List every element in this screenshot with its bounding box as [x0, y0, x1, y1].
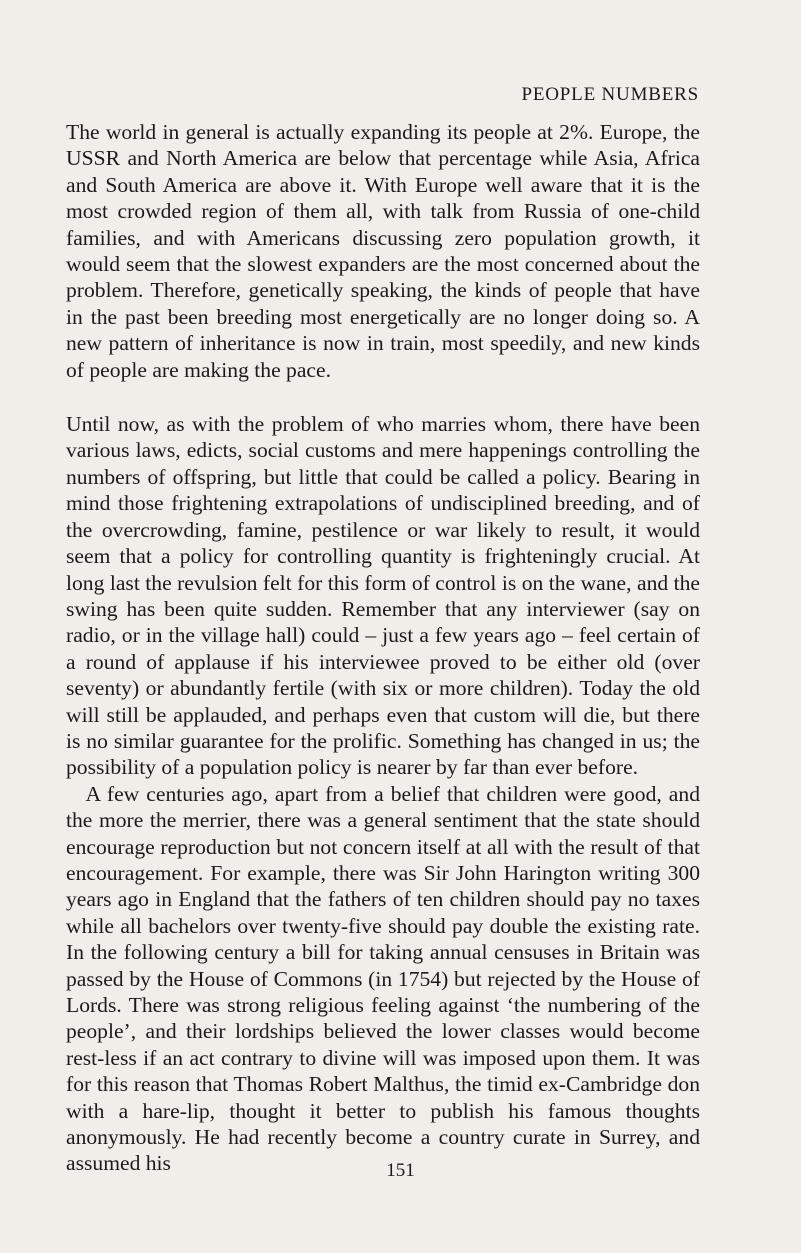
body-text [66, 119, 700, 1177]
paragraph-2: Until now, as with the problem of who marries whom, there have been various laws, edicts, social customs and mere happenings controlling the numbers of offspring, but little that could be called a policy. Bearing in mind those frightening extrapolations of undisciplined breeding, and of the overcrowding, famine, pestilence or war likely to result, it would seem that a policy for controlling quantity is frighteningly crucial. At long last the revulsion felt for this form of control is on the wane, and the swing has been quite sudden. Remember that any interviewer (say on radio, or in the village hall) could – just a few years ago – feel certain of a round of applause if his interviewee proved to be either old (over seventy) or abundantly fertile (with six or more children). Today the old will still be applauded, and perhaps even that custom will die, but there is no similar guarantee for the prolific. Something has changed in us; the possibility of a population policy is nearer by far than ever before. [66, 412, 700, 780]
page-number: 151 [386, 1160, 415, 1181]
paragraph-1: The world in general is actually expanding its people at 2%. Europe, the USSR and North America are below that percentage while Asia, Africa and South America are above it. With Europe well aware that it is the most crowded region of them all, with talk from Russia of one-child families, and with Americans discussing zero population growth, it would seem that the slowest expanders are the most concerned about the problem. Therefore, genetically speaking, the kinds of people that have in the past been breeding most energetically are no longer doing so. A new pattern of inheritance is now in train, most speedily, and new kinds of people are making the pace. [66, 120, 700, 382]
paragraph-3: A few centuries ago, apart from a belief that children were good, and the more the merrier, there was a general sentiment that the state should encourage reproduction but not concern itself at all with the result of that encouragement. For example, there was Sir John Harington writing 300 years ago in England that the fathers of ten children should pay no taxes while all bachelors over twenty-five should pay double the existing rate. In the following century a bill for taking annual censuses in Britain was passed by the House of Commons (in 1754) but rejected by the House of Lords. There was strong religious feeling against ‘the numbering of the people’, and their lordships believed the lower classes would become rest-less if an act contrary to divine will was imposed upon them. It was for this reason that Thomas Robert Malthus, the timid ex-Cambridge don with a hare-lip, thought it better to publish his famous thoughts anonymously. He had recently become a country curate in Surrey, and assumed his [66, 781, 700, 1176]
running-head: PEOPLE NUMBERS [521, 84, 699, 105]
